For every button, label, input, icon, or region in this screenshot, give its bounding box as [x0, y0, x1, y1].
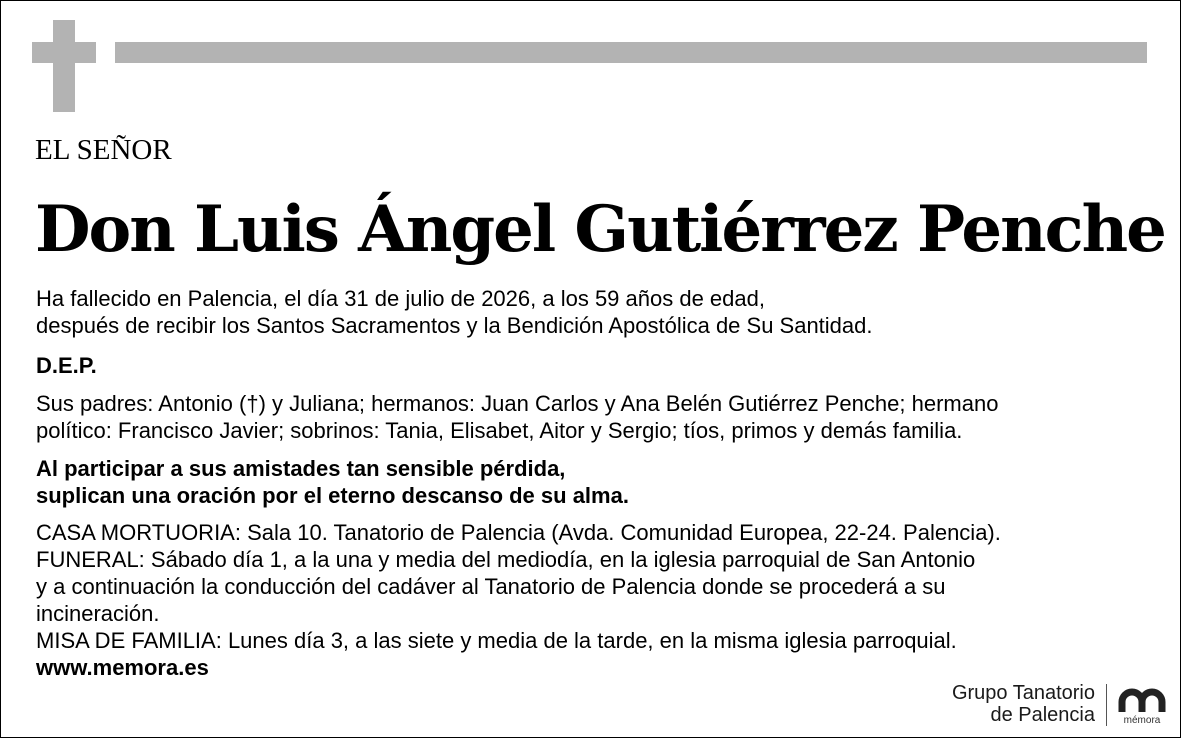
details-line: y a continuación la conducción del cadáver al Tanatorio de Palencia donde se procederá a su — [36, 574, 946, 599]
rip-label: D.E.P. — [36, 353, 97, 378]
details-paragraph — [36, 519, 1146, 681]
request-line: Al participar a sus amistades tan sensible pérdida, — [36, 456, 566, 481]
brand-line: Grupo Tanatorio — [951, 682, 1095, 704]
intro-paragraph — [36, 285, 1146, 339]
cross-icon-arm — [32, 42, 96, 63]
funeral-home-brand — [952, 682, 1095, 726]
details-line: incineración. — [36, 601, 160, 626]
footer-divider — [1106, 684, 1107, 726]
header-bar — [115, 42, 1147, 63]
family-line: Sus padres: Antonio (†) y Juliana; hermanos: Juan Carlos y Ana Belén Gutiérrez Penche; hermano — [36, 391, 999, 416]
title-prefix: EL SEÑOR — [35, 134, 172, 166]
details-line: MISA DE FAMILIA: Lunes día 3, a las siete y media de la tarde, en la misma iglesia parroquial. — [36, 628, 957, 653]
intro-line: después de recibir los Santos Sacramentos y la Bendición Apostólica de Su Santidad. — [36, 313, 873, 338]
details-line: FUNERAL: Sábado día 1, a la una y media del mediodía, en la iglesia parroquial de San Antonio — [36, 547, 976, 572]
logo-word: mémora — [1123, 715, 1161, 726]
brand-line: de Palencia — [990, 704, 1095, 726]
details-line: CASA MORTUORIA: Sala 10. Tanatorio de Palencia (Avda. Comunidad Europea, 22-24. Palencia). — [36, 520, 1001, 545]
family-line: político: Francisco Javier; sobrinos: Tania, Elisabet, Aitor y Sergio; tíos, primos y demás familia. — [36, 418, 963, 443]
cross-icon — [53, 20, 75, 112]
deceased-name: Don Luis Ángel Gutiérrez Penche — [35, 192, 1165, 267]
family-paragraph — [36, 390, 1146, 444]
request-line: suplican una oración por el eterno descanso de su alma. — [36, 483, 629, 508]
request-paragraph — [36, 455, 1146, 509]
intro-line: Ha fallecido en Palencia, el día 31 de julio de 2026, a los 59 años de edad, — [36, 286, 765, 311]
website-link[interactable]: www.memora.es — [36, 655, 209, 680]
